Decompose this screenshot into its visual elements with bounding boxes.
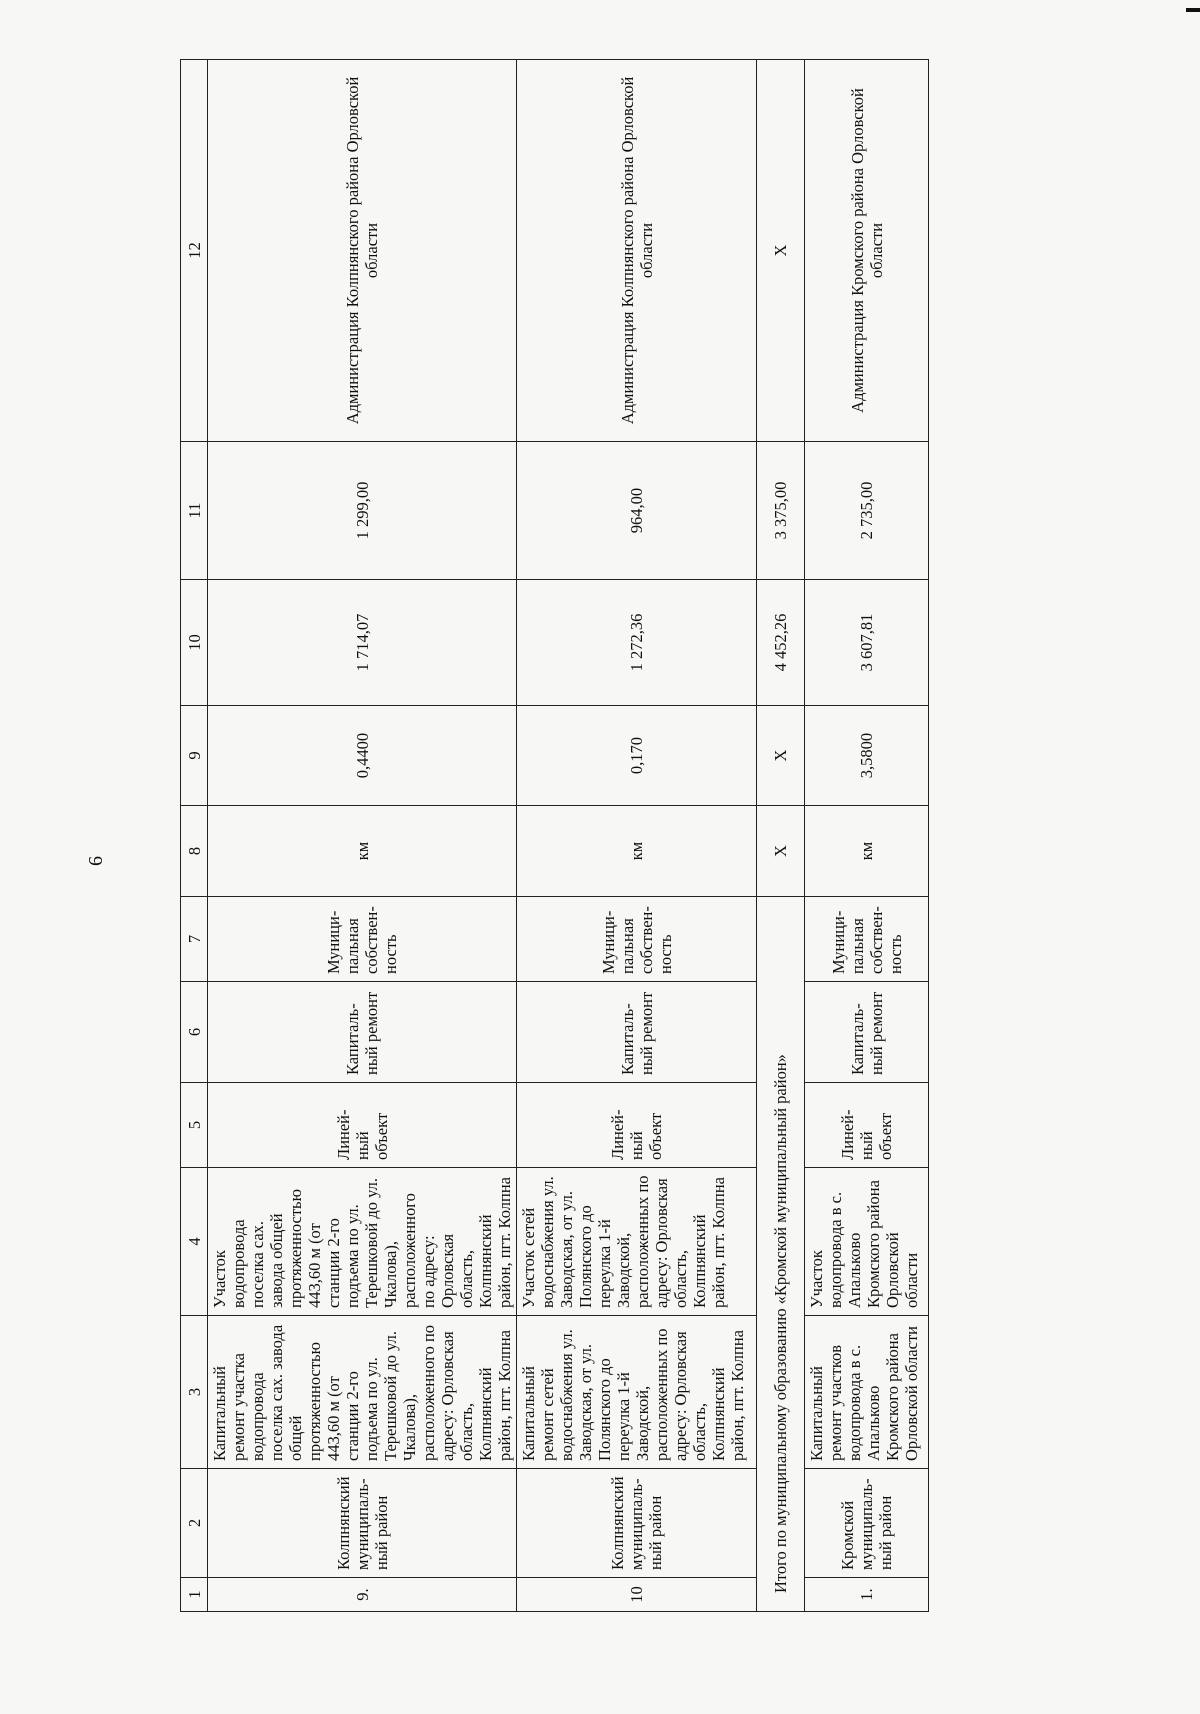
column-number-row: [181, 60, 208, 1612]
table-row: [805, 60, 929, 1612]
executor-cell: Администрация Кромского района Орловской области: [805, 60, 929, 442]
unit-cell: км: [208, 806, 517, 897]
amount-cell: 1 714,07: [208, 580, 517, 706]
header-cell: 5: [181, 1083, 208, 1168]
header-cell: 10: [181, 580, 208, 706]
object-cell: Участок водопровода поселка сах. завода общей протяженностью 443,60 м (от станции 2-го подъема по ул. Терешковой до ул. Чкалова), расположенного по адресу: Орловская область, Колпнянский район, пгт. Колпна: [208, 1168, 517, 1316]
header-cell: 2: [181, 1469, 208, 1578]
unit-cell: км: [517, 806, 757, 897]
header-cell: 3: [181, 1316, 208, 1469]
municipality-cell: Колпнянский муниципаль-ный район: [208, 1469, 517, 1578]
object-cell: Участок сетей водоснабжения ул. Заводская, от ул. Полянского до переулка 1-й Заводской, расположенных по адресу: Орловская область, Колпнянский район, пгт. Колпна: [517, 1168, 757, 1316]
total-row: [757, 60, 805, 1612]
ownership-cell: Муници-пальная собствен-ность: [208, 897, 517, 982]
amount-cell: 3 607,81: [805, 580, 929, 706]
amount-cell: 1 299,00: [208, 442, 517, 580]
total-amount: 4 452,26: [757, 580, 805, 706]
total-capacity: Х: [757, 706, 805, 806]
municipality-cell: Кромской муниципаль-ный район: [805, 1469, 929, 1578]
header-cell: 12: [181, 60, 208, 442]
capacity-cell: 3,5800: [805, 706, 929, 806]
event-cell: Капитальный ремонт участков водопровода в с. Апальково Кромского района Орловской области: [805, 1316, 929, 1469]
total-executor: Х: [757, 60, 805, 442]
object-type-cell: Линей-ный объект: [805, 1083, 929, 1168]
capacity-cell: 0,170: [517, 706, 757, 806]
amount-cell: 2 735,00: [805, 442, 929, 580]
municipality-cell: Колпнянский муниципаль-ный район: [517, 1469, 757, 1578]
executor-cell: Администрация Колпнянского района Орловской области: [208, 60, 517, 442]
work-type-cell: Капиталь-ный ремонт: [208, 982, 517, 1083]
work-type-cell: Капиталь-ный ремонт: [517, 982, 757, 1083]
header-cell: 9: [181, 706, 208, 806]
header-cell: 6: [181, 982, 208, 1083]
scan-edge-mark: [1186, 8, 1200, 12]
work-type-cell: Капиталь-ный ремонт: [805, 982, 929, 1083]
table-row: [208, 60, 517, 1612]
row-number: 1.: [805, 1578, 929, 1612]
amount-cell: 964,00: [517, 442, 757, 580]
header-cell: 4: [181, 1168, 208, 1316]
capacity-cell: 0,4400: [208, 706, 517, 806]
header-cell: 8: [181, 806, 208, 897]
rotated-table-container: [180, 60, 1024, 1612]
works-table: [180, 59, 929, 1612]
table-row: [517, 60, 757, 1612]
header-cell: 1: [181, 1578, 208, 1612]
total-label: Итого по муниципальному образованию «Кромской муниципальный район»: [757, 897, 805, 1612]
row-number: 10: [517, 1578, 757, 1612]
header-cell: 7: [181, 897, 208, 982]
event-cell: Капитальный ремонт сетей водоснабжения ул. Заводская, от ул. Полянского до переулка 1-й Заводской, расположенных по адресу: Орловская область, Колпнянский район, пгт. Колпна: [517, 1316, 757, 1469]
total-unit: Х: [757, 806, 805, 897]
ownership-cell: Муници-пальная собствен-ность: [805, 897, 929, 982]
header-cell: 11: [181, 442, 208, 580]
amount-cell: 1 272,36: [517, 580, 757, 706]
event-cell: Капитальный ремонт участка водопровода поселка сах. завода общей протяженностью 443,60 м (от станции 2-го подъема по ул. Терешковой до ул. Чкалова), расположенного по адресу: Орловская область, Колпнянский район, пгт. Колпна: [208, 1316, 517, 1469]
row-number: 9.: [208, 1578, 517, 1612]
executor-cell: Администрация Колпнянского района Орловской области: [517, 60, 757, 442]
object-type-cell: Линей-ный объект: [517, 1083, 757, 1168]
total-amount: 3 375,00: [757, 442, 805, 580]
page-number: 6: [85, 856, 107, 866]
object-type-cell: Линей-ный объект: [208, 1083, 517, 1168]
object-cell: Участок водопровода в с. Апальково Кромского района Орловской области: [805, 1168, 929, 1316]
ownership-cell: Муници-пальная собствен-ность: [517, 897, 757, 982]
unit-cell: км: [805, 806, 929, 897]
